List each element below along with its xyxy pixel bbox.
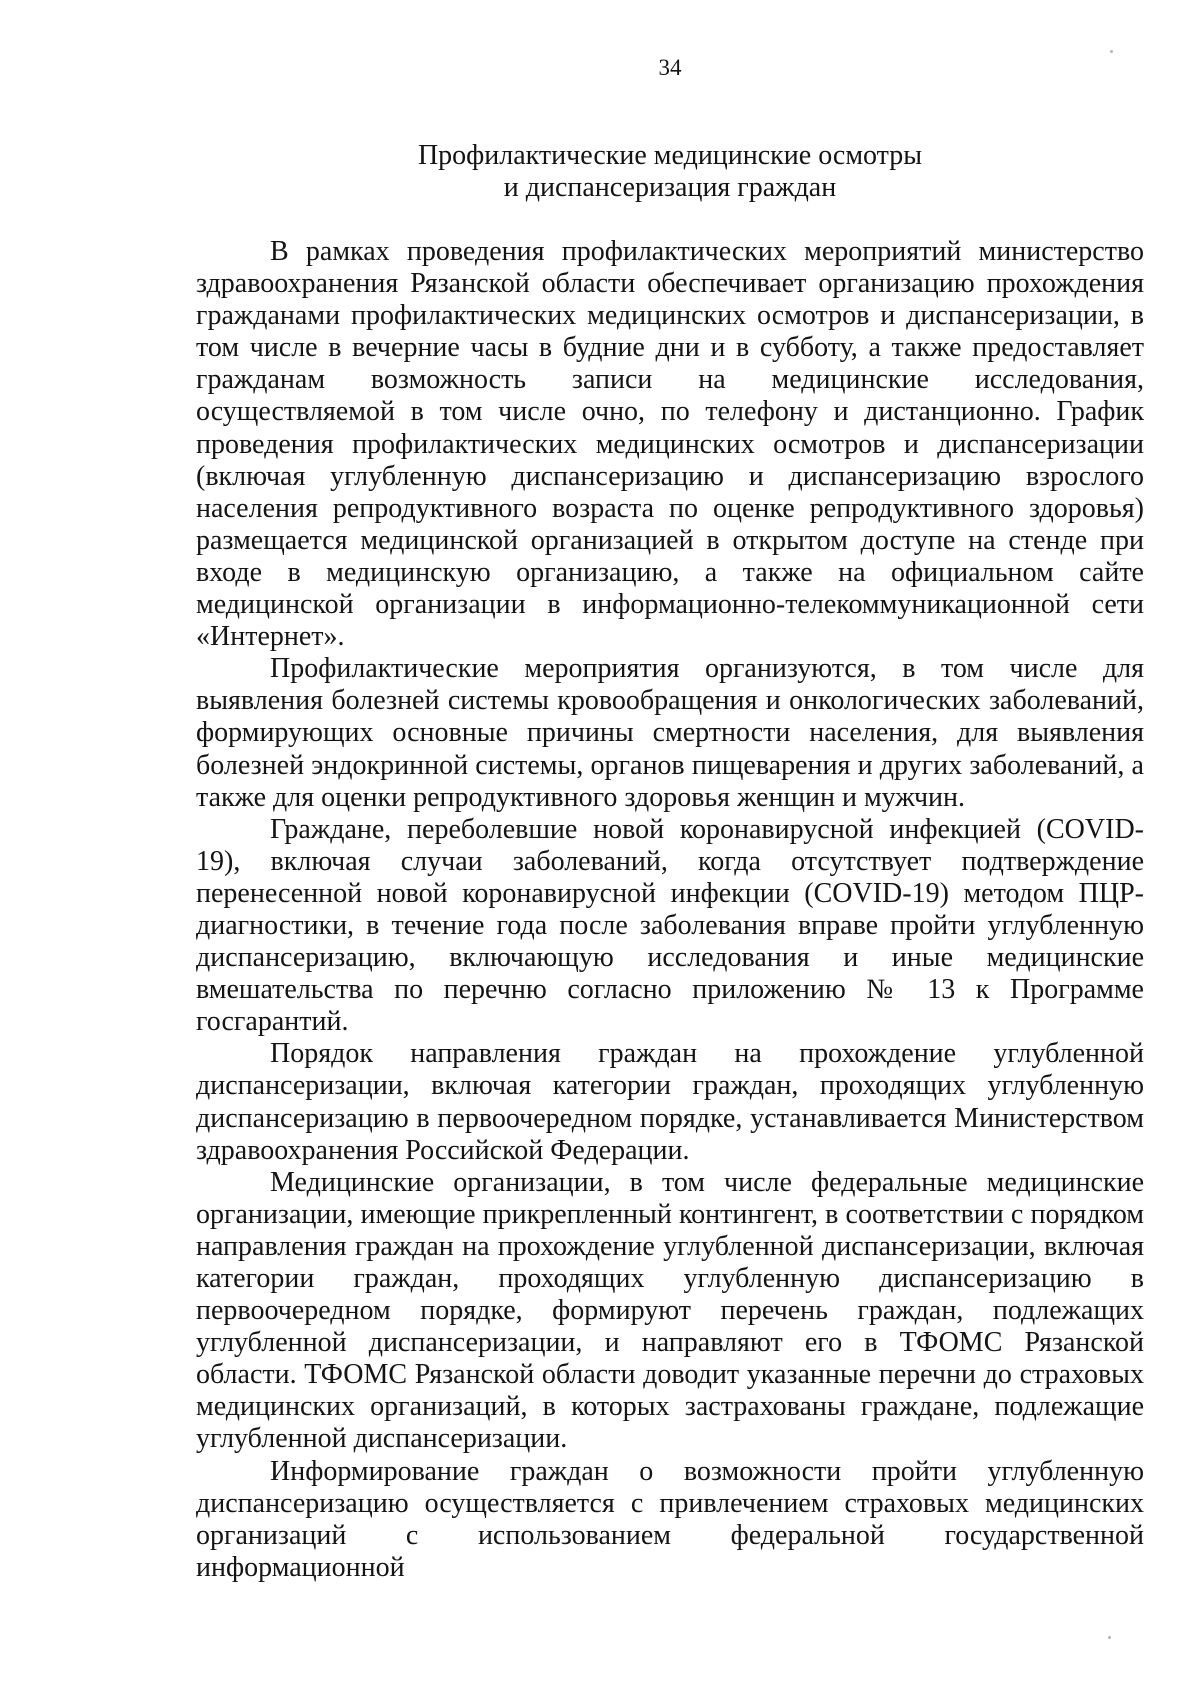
section-title-line-2: и диспансеризация граждан xyxy=(503,172,837,203)
paragraph: Профилактические мероприятия организуются, в том числе для выявления болезней системы кровообращения и онкологических заболеваний, формирующих основные причины смертности населения, для выявления болезней эндокринной системы, органов пищеварения и других заболеваний, а также для оценки репродуктивного здоровья женщин и мужчин. xyxy=(196,653,1144,813)
body-text xyxy=(196,236,1144,1584)
paragraph: Медицинские организации, в том числе федеральные медицинские организации, имеющие прикрепленный контингент, в соответствии с порядком направления граждан на прохождение углубленной диспансеризации, включая категории граждан, проходящих углубленную диспансеризацию в первоочередном порядке, формируют перечень граждан, подлежащих углубленной диспансеризации, и направляют его в ТФОМС Рязанской области. ТФОМС Рязанской области доводит указанные перечни до страховых медицинских организаций, в которых застрахованы граждане, подлежащие углубленной диспансеризации. xyxy=(196,1166,1144,1455)
page-number: 34 xyxy=(658,55,682,80)
section-title-line-1: Профилактические медицинские осмотры xyxy=(417,140,923,171)
paragraph: В рамках проведения профилактических мероприятий министерство здравоохранения Рязанской области обеспечивает организацию прохождения гражданами профилактических медицинских осмотров и диспансеризации, в том числе в вечерние часы в будние дни и в субботу, а также предоставляет гражданам возможность записи на медицинские исследования, осуществляемой в том числе очно, по телефону и дистанционно. График проведения профилактических медицинских осмотров и диспансеризации (включая углубленную диспансеризацию и диспансеризацию взрослого населения репродуктивного возраста по оценке репродуктивного здоровья) размещается медицинской организацией в открытом доступе на стенде при входе в медицинскую организацию, а также на официальном сайте медицинской организации в информационно-телекоммуникационной сети «Интернет». xyxy=(196,236,1144,653)
section-title xyxy=(196,140,1144,204)
scan-speck xyxy=(1110,50,1113,53)
paragraph: Граждане, переболевшие новой коронавирусной инфекцией (COVID-19), включая случаи заболеваний, когда отсутствует подтверждение перенесенной новой коронавирусной инфекции (COVID-19) методом ПЦР-диагностики, в течение года после заболевания вправе пройти углубленную диспансеризацию, включающую исследования и иные медицинские вмешательства по перечню согласно приложению № 13 к Программе госгарантий. xyxy=(196,813,1144,1038)
paragraph: Информирование граждан о возможности пройти углубленную диспансеризацию осуществляется с привлечением страховых медицинских организаций с использованием федеральной государственной информационной xyxy=(196,1455,1144,1583)
scan-speck xyxy=(1108,1636,1111,1639)
paragraph: Порядок направления граждан на прохождение углубленной диспансеризации, включая категории граждан, проходящих углубленную диспансеризацию в первоочередном порядке, устанавливается Министерством здравоохранения Российской Федерации. xyxy=(196,1038,1144,1166)
